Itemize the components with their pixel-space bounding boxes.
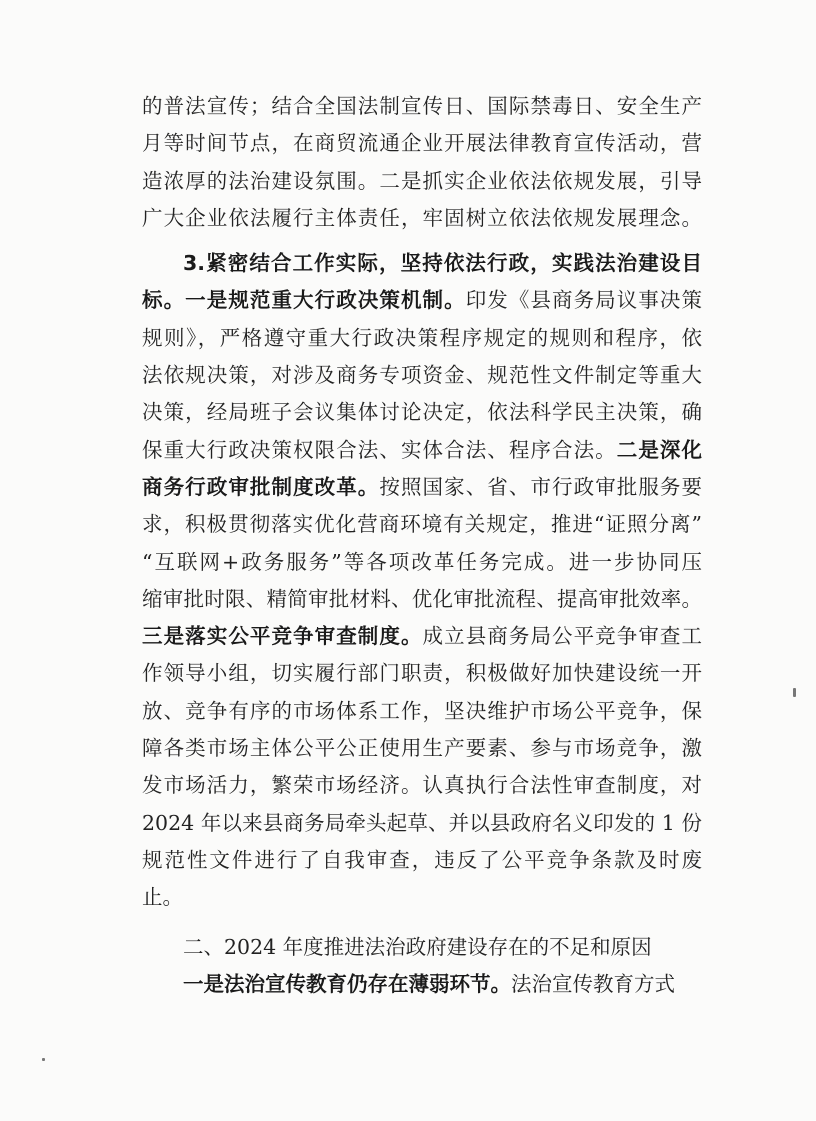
text-run: 印发《县商务局议事决策 [465, 288, 703, 313]
document-body [142, 88, 702, 1003]
bold-phrase: 一是法治宣传教育仍存在薄弱环节。 [183, 971, 511, 996]
text-line [142, 432, 702, 469]
text-line: 月等时间节点，在商贸流通企业开展法律教育宣传活动，营 [142, 131, 702, 156]
text-line: 放、竞争有序的市场体系工作，坚决维护市场公平竞争，保 [142, 698, 702, 723]
text-line: 广大企业依法履行主体责任，牢固树立依法依规发展理念。 [142, 205, 702, 230]
text-line: 规范性文件进行了自我审查，违反了公平竞争条款及时废 [142, 847, 702, 872]
text-run: 成立县商务局公平竞争审查工 [422, 624, 703, 649]
text-line: 决策，经局班子会议集体讨论决定，依法科学民主决策，确 [142, 400, 702, 425]
text-line [142, 282, 702, 319]
text-line: 求，积极贯彻落实优化营商环境有关规定，推进“证照分离” [142, 512, 702, 537]
bold-phrase: 标。一是规范重大行政决策机制。 [142, 288, 466, 313]
text-run: 法治宣传教育方式 [511, 971, 675, 996]
text-line [142, 966, 702, 1003]
text-line: “互联网+政务服务”等各项改革任务完成。进一步协同压 [142, 549, 702, 574]
scan-speck [42, 1058, 45, 1061]
scan-speck [793, 688, 796, 697]
text-line: 法依规决策，对涉及商务专项资金、规范性文件制定等重大 [142, 363, 702, 388]
text-line: 规则》，严格遵守重大行政决策程序规定的规则和程序，依 [142, 325, 702, 350]
text-line [142, 618, 702, 655]
text-line: 止。 [142, 885, 183, 910]
text-line: 障各类市场主体公平公正使用生产要素、参与市场竞争，激 [142, 736, 702, 761]
section-heading: 二、2024 年度推进法治政府建设存在的不足和原因 [183, 934, 652, 959]
text-line: 的普法宣传；结合全国法制宣传日、国际禁毒日、安全生产 [142, 94, 702, 118]
text-line: 发市场活力，繁荣市场经济。认真执行合法性审查制度，对 [142, 773, 702, 798]
bold-phrase: 二是深化 [616, 437, 703, 462]
text-line: 2024 年以来县商务局牵头起草、并以县政府名义印发的 1 份 [142, 810, 702, 835]
text-line: 造浓厚的法治建设氛围。二是抓实企业依法依规发展，引导 [142, 168, 702, 193]
section-3-title: 3.紧密结合工作实际，坚持依法行政，实践法治建设目 [183, 251, 702, 276]
bold-phrase: 三是落实公平竞争审查制度。 [142, 624, 423, 649]
text-line: 缩审批时限、精简审批材料、优化审批流程、提高审批效率。 [142, 586, 702, 611]
text-run: 按照国家、省、市行政审批服务要 [379, 474, 703, 499]
text-line: 作领导小组，切实履行部门职责，积极做好加快建设统一开 [142, 661, 702, 686]
text-run: 保重大行政决策权限合法、实体合法、程序合法。 [142, 437, 617, 462]
bold-phrase: 商务行政审批制度改革。 [142, 474, 380, 499]
text-line [142, 469, 702, 506]
